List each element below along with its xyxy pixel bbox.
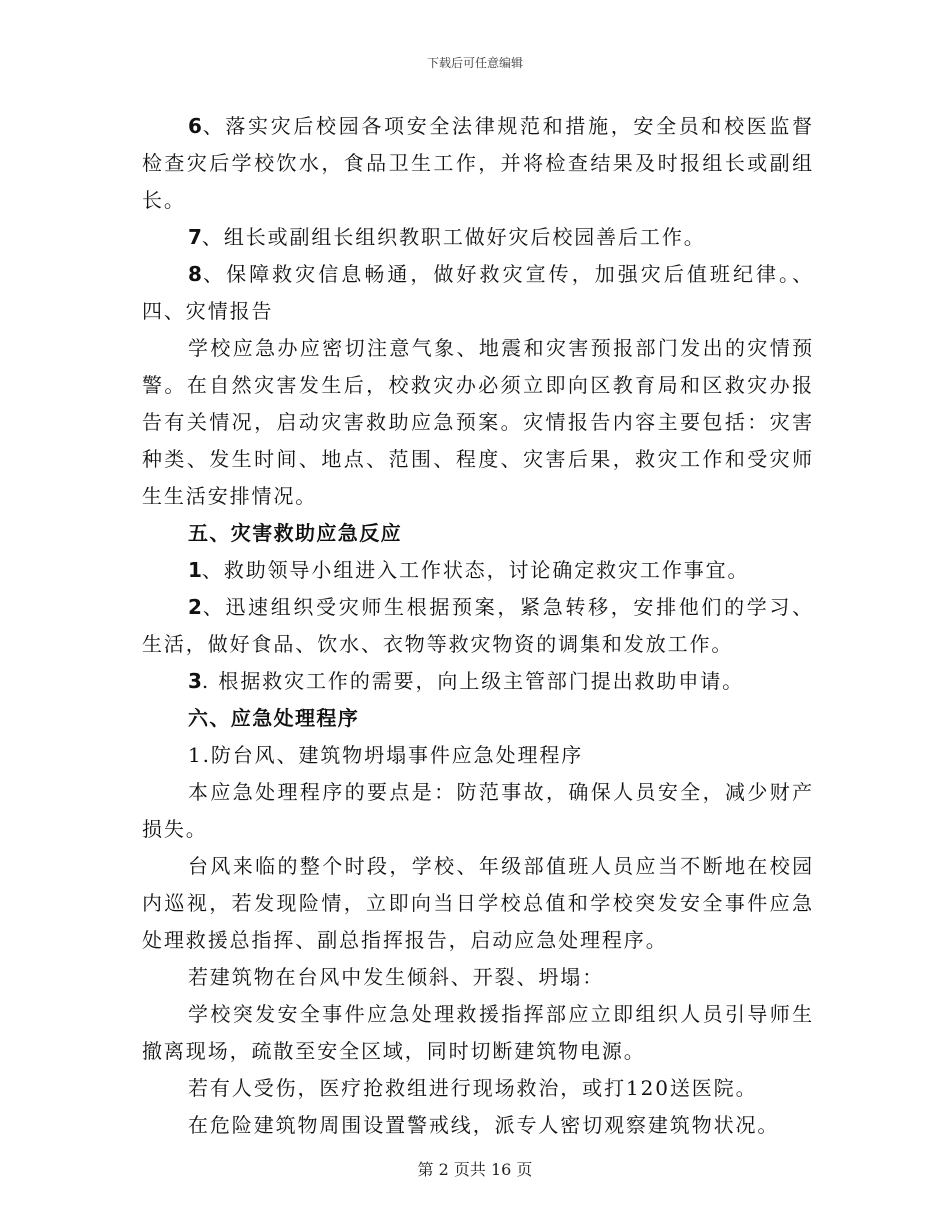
paragraph-warning-line: 在危险建筑物周围设置警戒线，派专人密切观察建筑物状况。 [188,1113,780,1137]
paragraph-item-7 [142,219,814,256]
item-number: 7 [188,225,202,249]
paragraph-text: 、保障救灾信息畅通，做好救灾宣传，加强灾后值班纪律。、四、灾情报告 [142,262,814,323]
page-header: 下载后可任意编辑 [426,56,523,70]
paragraph-item-6 [142,108,814,219]
paragraph-text: 、组长或副组长组织教职工做好灾后校园善后工作。 [201,225,706,249]
paragraph-injury: 若有人受伤，医疗抢救组进行现场救治，或打120送医院。 [188,1076,758,1100]
paragraph-disaster-report: 学校应急办应密切注意气象、地震和灾害预报部门发出的灾情预警。在自然灾害发生后，校救灾办必须立即向区教育局和区救灾办报告有关情况，启动灾害救助应急预案。灾情报告内容主要包括：灾害种类、发生时间、地点、范围、程度、灾害后果，救灾工作和受灾师生生活安排情况。 [142,336,814,508]
paragraph-item-8 [142,256,814,330]
subsection-title: 1.防台风、建筑物坍塌事件应急处理程序 [188,743,584,767]
item-number: 3 [188,669,202,693]
paragraph-text: 、迅速组织受灾师生根据预案，紧急转移，安排他们的学习、生活，做好食品、饮水、衣物等救灾物资的调集和发放工作。 [142,595,814,656]
item-number: 2 [188,595,202,619]
paragraph-response-2 [142,589,814,663]
section-heading-5: 五、灾害救助应急反应 [188,521,402,545]
item-number: 1 [188,558,202,582]
paragraph-response-3 [142,663,814,700]
document-body [142,108,814,1144]
section-heading-6: 六、应急处理程序 [188,706,360,730]
item-number: 6 [188,114,202,138]
paragraph-response-1 [142,552,814,589]
paragraph-text: . 根据救灾工作的需要，向上级主管部门提出救助申请。 [201,669,745,693]
paragraph-text: 、救助领导小组进入工作状态，讨论确定救灾工作事宜。 [201,558,750,582]
paragraph-text: 、落实灾后校园各项安全法律规范和措施，安全员和校医监督检查灾后学校饮水，食品卫生工作，并将检查结果及时报组长或副组长。 [142,114,814,212]
paragraph-typhoon-patrol: 台风来临的整个时段，学校、年级部值班人员应当不断地在校园内巡视，若发现险情，立即向当日学校总值和学校突发安全事件应急处理救援总指挥、副总指挥报告，启动应急处理程序。 [142,854,814,952]
paragraph-key-points: 本应急处理程序的要点是：防范事故，确保人员安全，减少财产损失。 [142,780,814,841]
item-number: 8 [188,262,202,286]
paragraph-evacuation: 学校突发安全事件应急处理救援指挥部应立即组织人员引导师生撤离现场，疏散至安全区域，同时切断建筑物电源。 [142,1002,814,1063]
paragraph-building-collapse: 若建筑物在台风中发生倾斜、开裂、坍塌： [188,965,605,989]
page-footer: 第 2 页共 16 页 [417,1160,533,1179]
